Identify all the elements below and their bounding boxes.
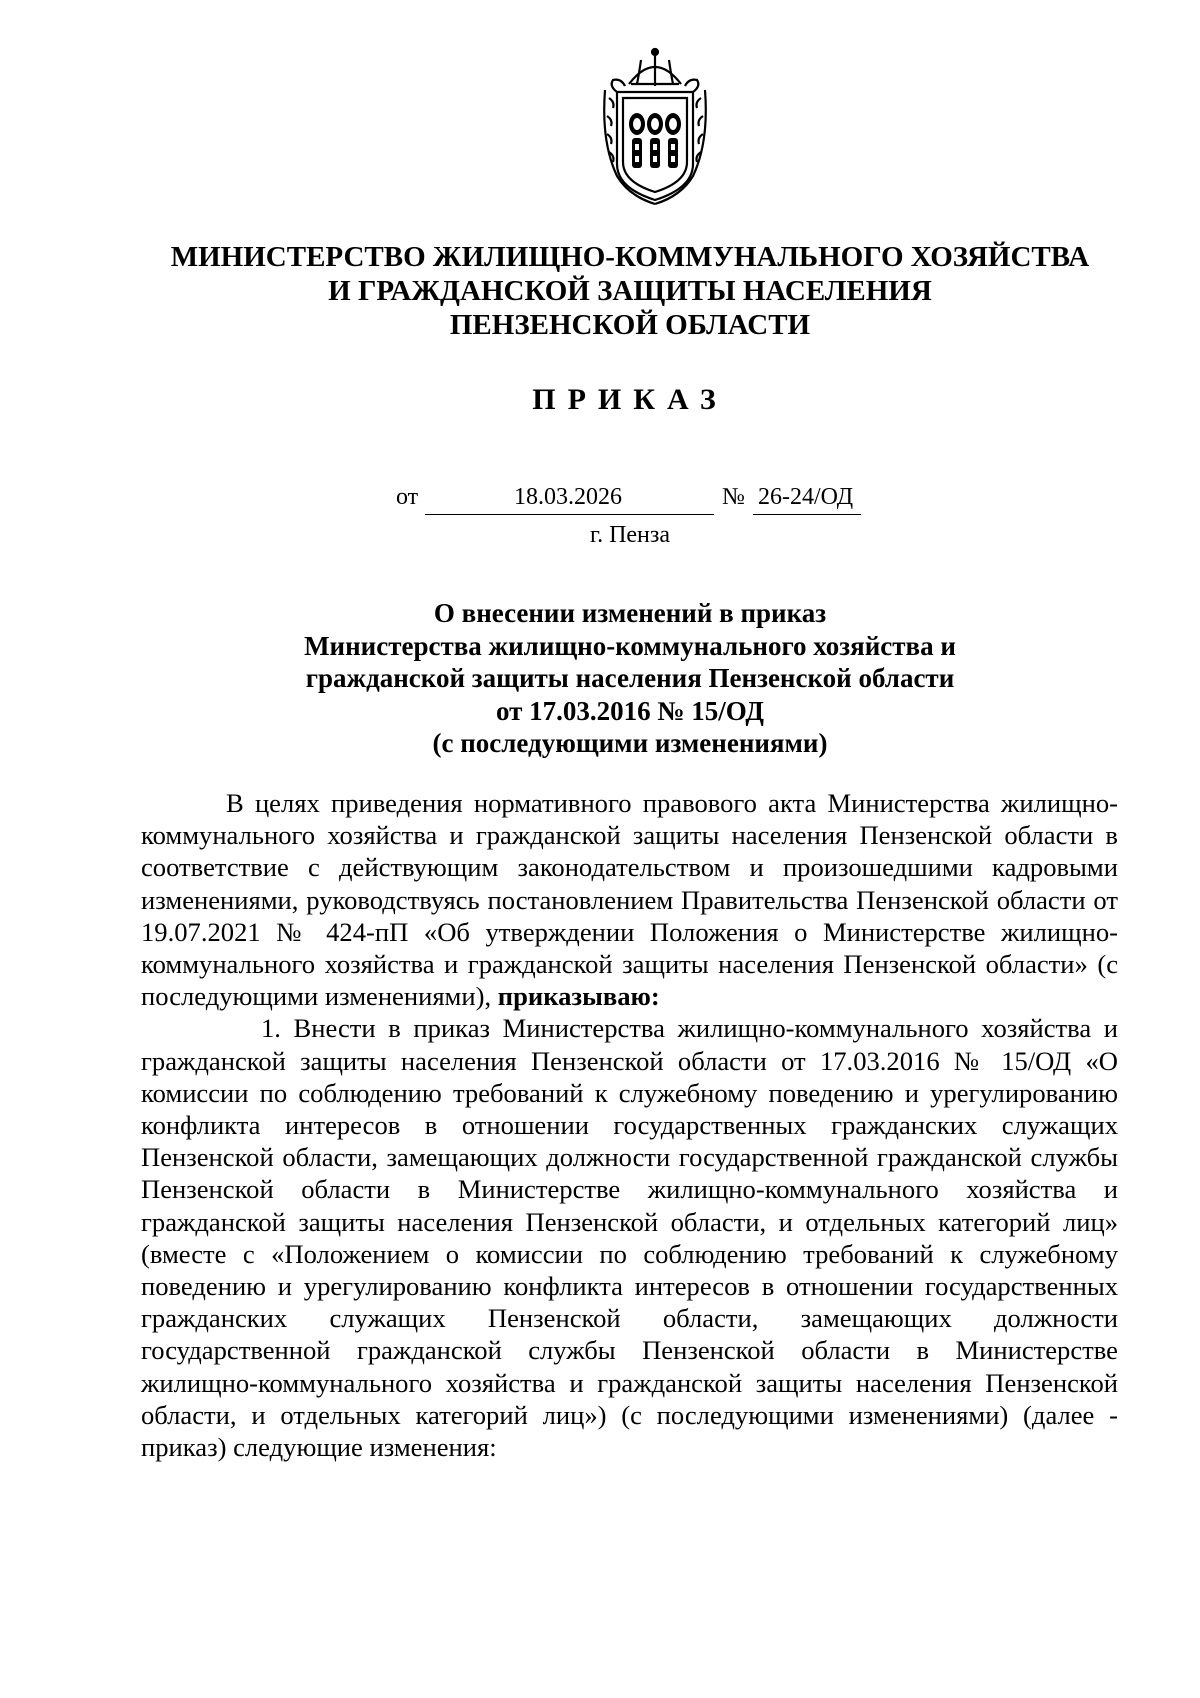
- subject-line: (с последующими изменениями): [432, 728, 828, 758]
- date-underline: [425, 514, 714, 515]
- number-underline: [753, 514, 861, 515]
- preamble-paragraph: [141, 787, 1118, 1012]
- subject-line: от 17.03.2016 № 15/ОД: [495, 695, 765, 726]
- subject-line: Министерства жилищно-коммунального хозяйства и: [304, 630, 956, 661]
- order-body: [141, 787, 1118, 1463]
- ministry-name: [100, 240, 1160, 342]
- ministry-name-line: МИНИСТЕРСТВО ЖИЛИЩНО-КОММУНАЛЬНОГО ХОЗЯЙСТВА: [170, 241, 1090, 273]
- order-date: 18.03.2026: [514, 484, 622, 510]
- subject-line: гражданской защиты населения Пензенской области: [305, 663, 955, 693]
- city: г. Пенза: [589, 522, 671, 548]
- order-word: приказываю:: [497, 981, 660, 1012]
- subject-line: О внесении изменений в приказ: [433, 598, 827, 628]
- date-prefix: от: [396, 484, 419, 510]
- coat-of-arms-icon: [599, 46, 711, 206]
- item-1-paragraph: 1. Внести в приказ Министерства жилищно-коммунального хозяйства и гражданской защиты населения Пензенской области от 17.03.2016 № 15/ОД «О комиссии по соблюдению требований к служебному поведению и урегулированию конфликта интересов в отношении государственных гражданских служащих Пензенской области, замещающих должности государственной гражданской службы Пензенской области в Министерстве жилищно-коммунального хозяйства и гражданской защиты населения Пензенской области, и отдельных категорий лиц» (вместе с «Положением о комиссии по соблюдению требований к служебному поведению и урегулированию конфликта интересов в отношении государственных гражданских служащих Пензенской области, замещающих должности государственной гражданской службы Пензенской области в Министерстве жилищно-коммунального хозяйства и гражданской защиты населения Пензенской области, и отдельных категорий лиц») (с последующими изменениями) (далее - приказ) следующие изменения:: [141, 1013, 1118, 1463]
- order-number: 26-24/ОД: [758, 484, 854, 510]
- order-subject: [100, 597, 1160, 760]
- number-prefix: №: [722, 484, 745, 510]
- ministry-name-line: ПЕНЗЕНСКОЙ ОБЛАСТИ: [449, 309, 811, 341]
- document-type-title: ПРИКАЗ: [532, 383, 728, 416]
- ministry-name-line: И ГРАЖДАНСКОЙ ЗАЩИТЫ НАСЕЛЕНИЯ: [328, 275, 932, 307]
- preamble-text: В целях приведения нормативного правового акта Министерства жилищно-коммунального хозяйства и гражданской защиты населения Пензенской области в соответствие с действующим законодательством и произошедшими кадровыми изменениями, руководствуясь постановлением Правительства Пензенской области от 19.07.2021 № 424-пП «Об утверждении Положения о Министерстве жилищно-коммунального хозяйства и гражданской защиты населения Пензенской области» (с последующими изменениями),: [141, 788, 1118, 1012]
